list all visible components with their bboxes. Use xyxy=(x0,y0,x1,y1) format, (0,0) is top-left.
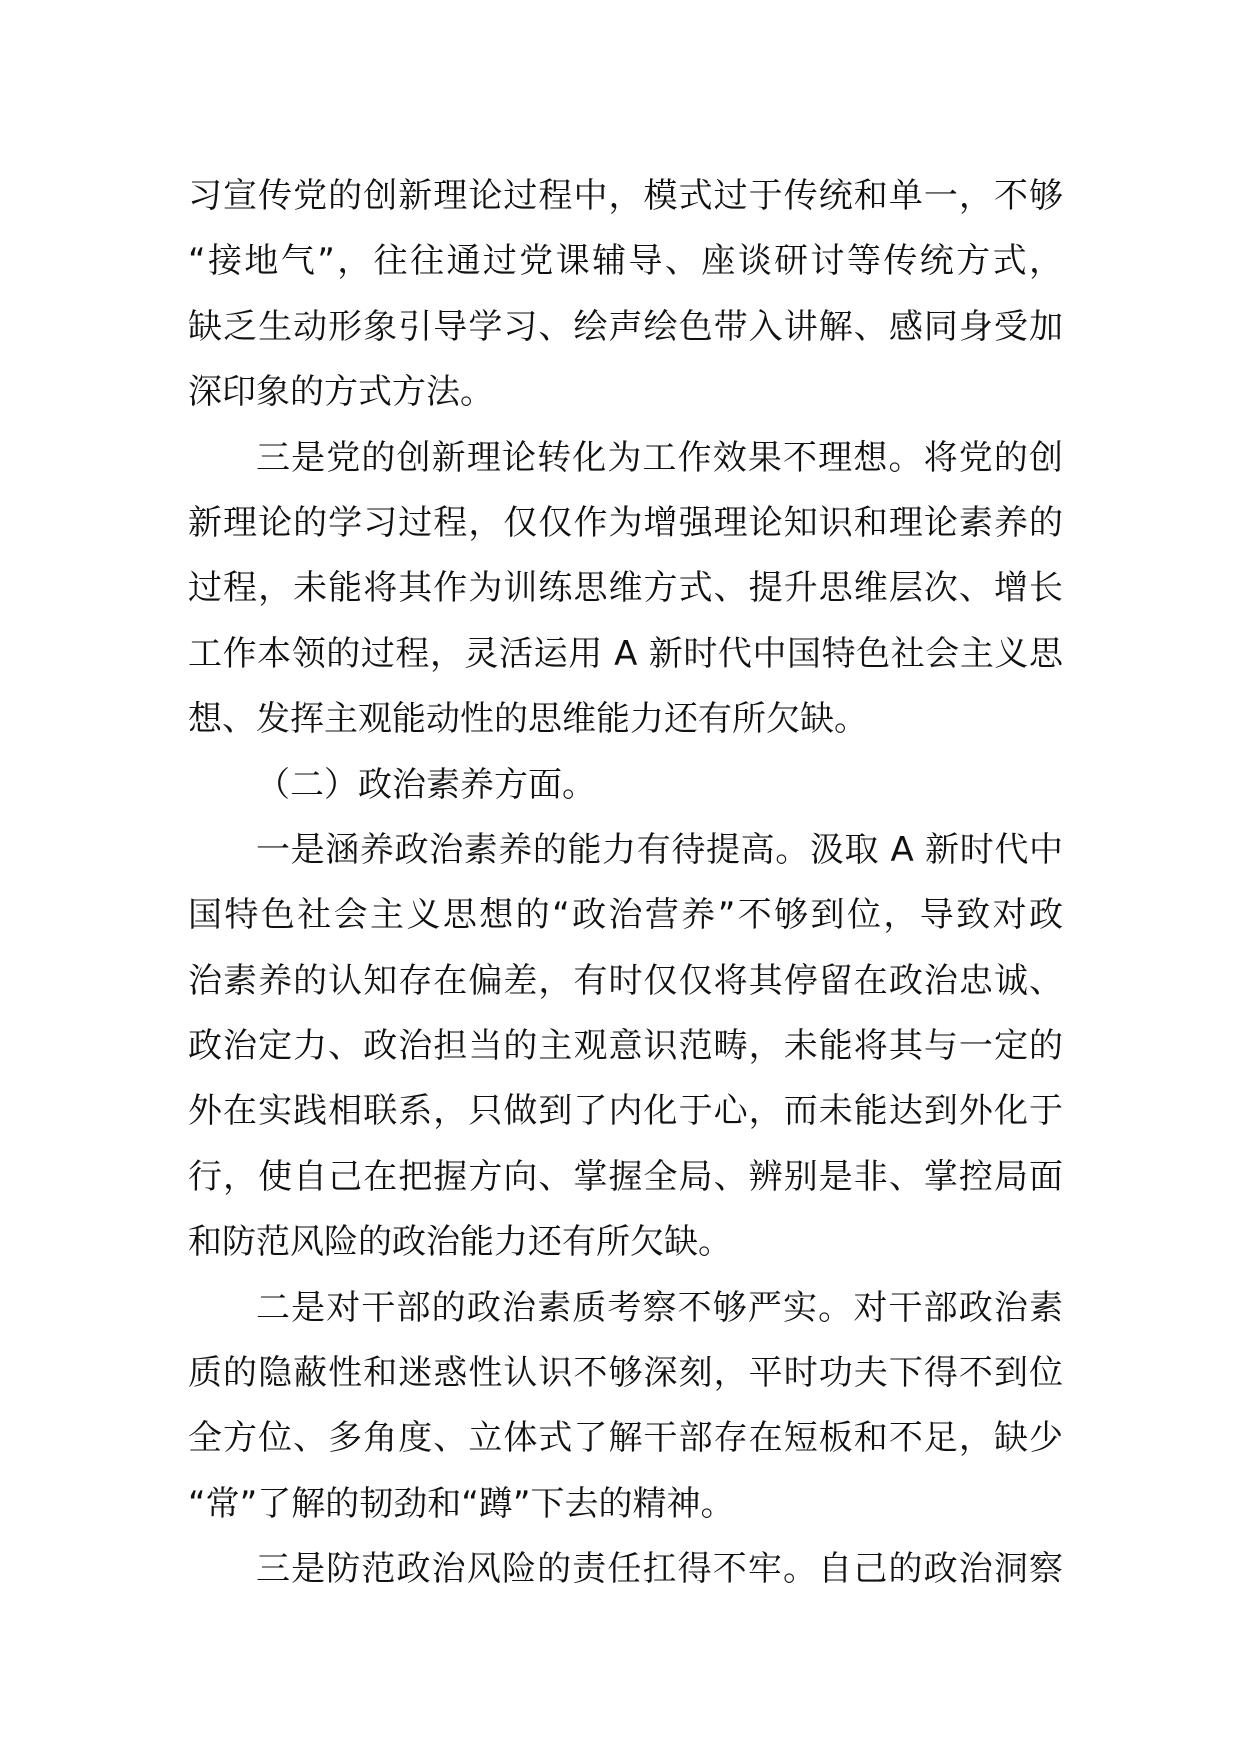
text-line: 三是党的创新理论转化为工作效果不理想。将党的创 xyxy=(256,437,1063,478)
text-line: 想、发挥主观能动性的思维能力还有所欠缺。 xyxy=(188,699,868,740)
text-line: 缺乏生动形象引导学习、绘声绘色带入讲解、感同身受加 xyxy=(188,306,1063,347)
text-line: 全方位、多角度、立体式了解干部存在短板和不足，缺少 xyxy=(188,1418,1063,1459)
text-line: “接地气”，往往通过党课辅导、座谈研讨等传统方式， xyxy=(188,241,1063,282)
text-line: 新理论的学习过程，仅仅作为增强理论知识和理论素养的 xyxy=(188,502,1063,543)
text-line: 三是防范政治风险的责任扛得不牢。自己的政治洞察 xyxy=(256,1549,1063,1590)
text-line: 工作本领的过程，灵活运用 A 新时代中国特色社会主义思 xyxy=(188,633,1063,674)
text-line: 和防范风险的政治能力还有所欠缺。 xyxy=(188,1222,732,1263)
text-line: 一是涵养政治素养的能力有待提高。汲取 A 新时代中 xyxy=(256,829,1063,870)
text-line: 质的隐蔽性和迷惑性认识不够深刻，平时功夫下得不到位 xyxy=(188,1353,1063,1394)
text-line: 二是对干部的政治素质考察不够严实。对干部政治素 xyxy=(256,1287,1063,1328)
text-line: 过程，未能将其作为训练思维方式、提升思维层次、增长 xyxy=(188,568,1063,609)
text-line: 政治定力、政治担当的主观意识范畴，未能将其与一定的 xyxy=(188,1026,1063,1067)
text-line: 深印象的方式方法。 xyxy=(188,372,494,413)
text-line: “常”了解的韧劲和“蹲”下去的精神。 xyxy=(188,1483,735,1524)
document-body xyxy=(188,164,1063,1603)
text-line: 行，使自己在把握方向、掌握全局、辨别是非、掌控局面 xyxy=(188,1156,1063,1197)
text-line: 国特色社会主义思想的“政治营养”不够到位，导致对政 xyxy=(188,895,1063,936)
text-line: 外在实践相联系，只做到了内化于心，而未能达到外化于 xyxy=(188,1091,1063,1132)
section-heading: （二）政治素养方面。 xyxy=(256,764,596,805)
text-line: 习宣传党的创新理论过程中，模式过于传统和单一，不够 xyxy=(188,176,1063,216)
text-line: 治素养的认知存在偏差，有时仅仅将其停留在政治忠诚、 xyxy=(188,960,1063,1001)
